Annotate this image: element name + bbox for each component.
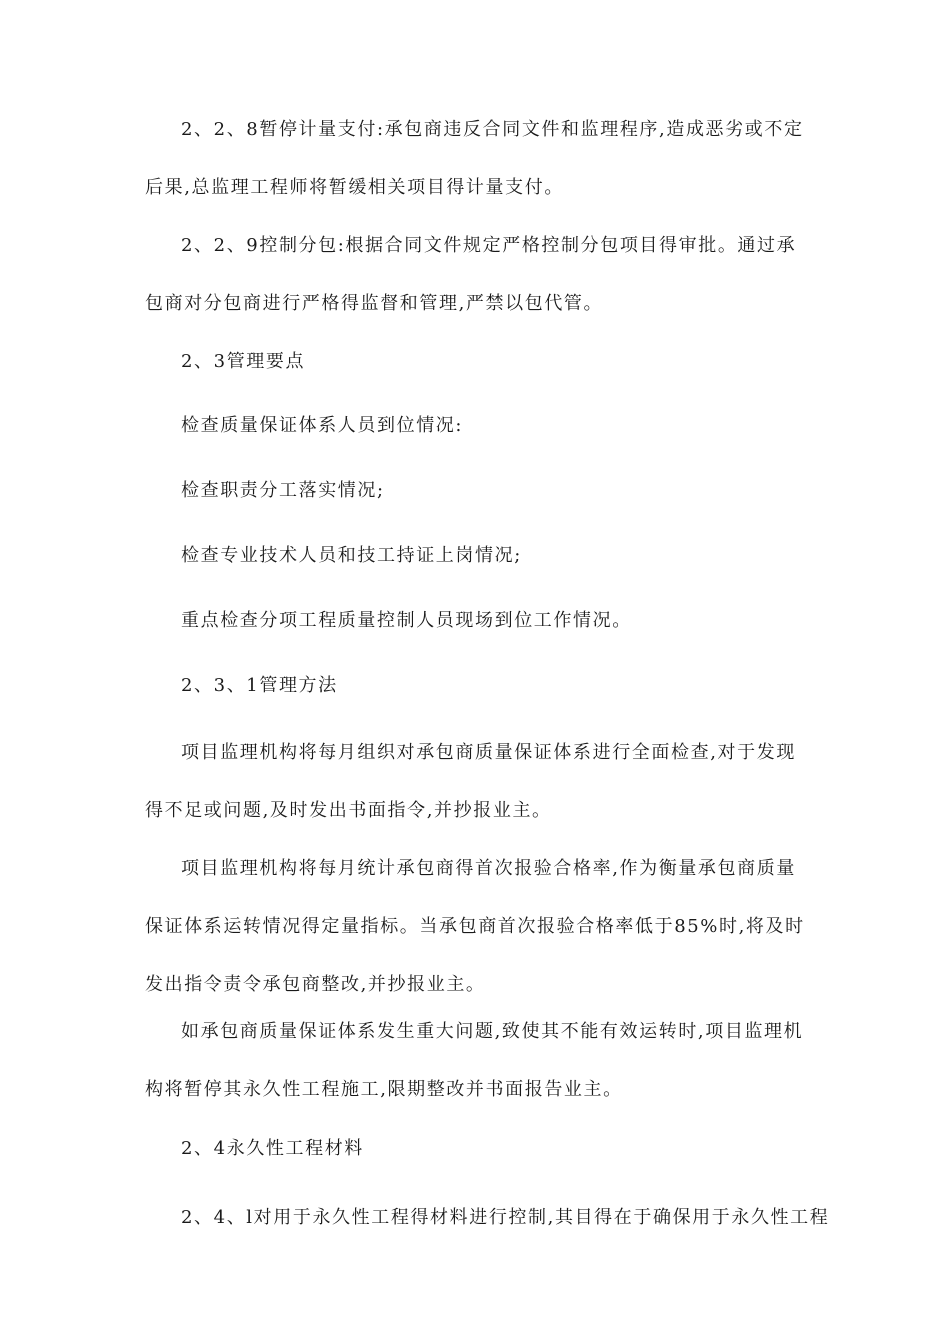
heading-2-4-permanent-materials: 2、4永久性工程材料 xyxy=(181,1138,364,1159)
paragraph-check-responsibilities: 检查职责分工落实情况; xyxy=(181,480,385,501)
heading-2-3-1-management-method: 2、3、1管理方法 xyxy=(181,675,338,696)
paragraph-major-problem: 如承包商质量保证体系发生重大问题,致使其不能有效运转时,项目监理机构将暂停其永久性工程施工,限期整改并书面报告业主。 xyxy=(145,1021,804,1100)
paragraph-2-2-8-suspend-payment: 2、2、8暂停计量支付:承包商违反合同文件和监理程序,造成恶劣或不定后果,总监理工程师将暂缓相关项目得计量支付。 xyxy=(145,119,804,198)
paragraph-check-onsite-staff: 重点检查分项工程质量控制人员现场到位工作情况。 xyxy=(181,610,632,631)
paragraph-pass-rate: 项目监理机构将每月统计承包商得首次报验合格率,作为衡量承包商质量保证体系运转情况得定量指标。当承包商首次报验合格率低于85%时,将及时发出指令责令承包商整改,并抄报业主。 xyxy=(145,858,805,995)
heading-2-3-management-points: 2、3管理要点 xyxy=(181,351,306,372)
paragraph-check-certification: 检查专业技术人员和技工持证上岗情况; xyxy=(181,545,522,566)
paragraph-check-personnel: 检查质量保证体系人员到位情况: xyxy=(181,415,464,436)
paragraph-monthly-inspection: 项目监理机构将每月组织对承包商质量保证体系进行全面检查,对于发现得不足或问题,及时发出书面指令,并抄报业主。 xyxy=(145,742,796,821)
paragraph-2-2-9-control-subcontract: 2、2、9控制分包:根据合同文件规定严格控制分包项目得审批。通过承包商对分包商进行严格得监督和管理,严禁以包代管。 xyxy=(145,235,797,314)
paragraph-2-4-1-material-control: 2、4、l对用于永久性工程得材料进行控制,其目得在于确保用于永久性工程 xyxy=(181,1207,830,1228)
